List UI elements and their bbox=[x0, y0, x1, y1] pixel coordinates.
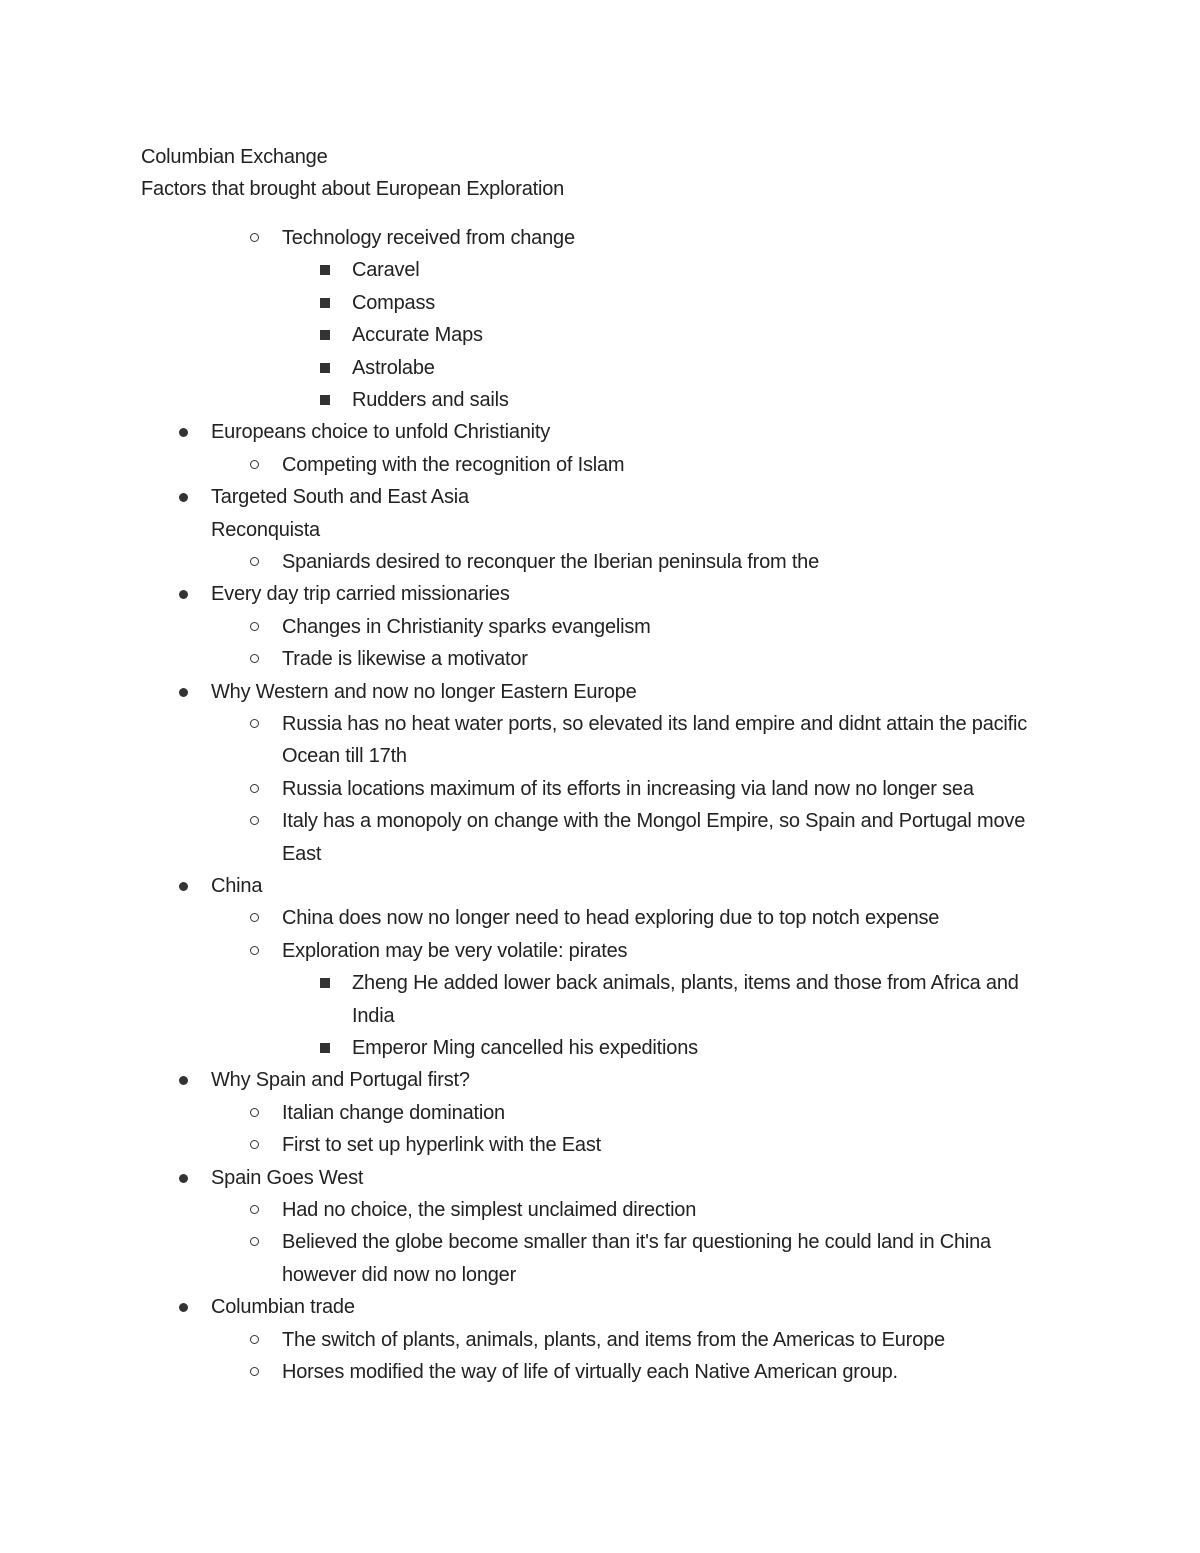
outline-item-level-2: East bbox=[282, 842, 322, 865]
outline-item-level-1: Reconquista bbox=[211, 518, 320, 541]
bullet-circle-icon bbox=[250, 1367, 259, 1376]
bullet-square-icon bbox=[320, 363, 330, 373]
outline-item-level-1: Why Spain and Portugal first? bbox=[211, 1069, 470, 1092]
outline-item-level-2: Believed the globe become smaller than it's far questioning he could land in China bbox=[282, 1231, 991, 1254]
bullet-circle-icon bbox=[250, 719, 259, 728]
outline-item-level-2: Horses modified the way of life of virtually each Native American group. bbox=[282, 1361, 898, 1383]
outline-item-level-3: Rudders and sails bbox=[352, 389, 509, 411]
outline-item-level-2: Trade is likewise a motivator bbox=[282, 648, 528, 671]
bullet-disc-icon bbox=[179, 688, 188, 697]
outline-item-level-3: Compass bbox=[352, 291, 436, 314]
bullet-circle-icon bbox=[250, 784, 259, 793]
document-subtitle: Factors that brought about European Exploration bbox=[141, 178, 565, 200]
bullet-circle-icon bbox=[250, 557, 259, 566]
outline-item-level-2: Italy has a monopoly on change with the Mongol Empire, so Spain and Portugal move bbox=[282, 810, 1026, 833]
outline-item-level-1: Targeted South and East Asia bbox=[211, 486, 469, 509]
outline-item-level-1: Columbian trade bbox=[211, 1296, 355, 1319]
outline-item-level-1: Spain Goes West bbox=[211, 1166, 364, 1189]
bullet-disc-icon bbox=[179, 493, 188, 502]
outline-item-level-2: The switch of plants, animals, plants, and items from the Americas to Europe bbox=[282, 1328, 945, 1351]
outline-item-level-2: however did now no longer bbox=[282, 1263, 517, 1286]
outline-item-level-3: Emperor Ming cancelled his expeditions bbox=[352, 1037, 698, 1059]
outline-item-level-2: Changes in Christianity sparks evangelism bbox=[282, 615, 651, 638]
outline-item-level-1: China bbox=[211, 875, 263, 897]
outline-item-level-2: Italian change domination bbox=[282, 1101, 505, 1124]
outline-item-level-2: Spaniards desired to reconquer the Iberian peninsula from the bbox=[282, 551, 820, 573]
bullet-square-icon bbox=[320, 1043, 330, 1053]
outline-item-level-2: Russia has no heat water ports, so elevated its land empire and didnt attain the pacific bbox=[282, 713, 1028, 735]
bullet-circle-icon bbox=[250, 816, 259, 825]
bullet-square-icon bbox=[320, 298, 330, 308]
bullet-circle-icon bbox=[250, 1140, 259, 1149]
outline-item-level-2: Had no choice, the simplest unclaimed direction bbox=[282, 1199, 697, 1221]
outline-item-level-2: Technology received from change bbox=[282, 227, 575, 249]
bullet-circle-icon bbox=[250, 1237, 259, 1246]
bullet-square-icon bbox=[320, 265, 330, 275]
bullet-square-icon bbox=[320, 395, 330, 405]
outline-item-level-2: Ocean till 17th bbox=[282, 745, 407, 768]
bullet-square-icon bbox=[320, 330, 330, 340]
bullet-circle-icon bbox=[250, 233, 259, 242]
outline-item-level-2: Competing with the recognition of Islam bbox=[282, 453, 625, 476]
bullet-circle-icon bbox=[250, 913, 259, 922]
bullet-circle-icon bbox=[250, 622, 259, 631]
bullet-disc-icon bbox=[179, 1076, 188, 1085]
outline-item-level-2: First to set up hyperlink with the East bbox=[282, 1134, 602, 1157]
outline-item-level-3: Caravel bbox=[352, 259, 420, 282]
bullet-disc-icon bbox=[179, 428, 188, 437]
bullet-disc-icon bbox=[179, 590, 188, 599]
outline-item-level-3: Zheng He added lower back animals, plants, items and those from Africa and bbox=[352, 972, 1019, 995]
bullet-circle-icon bbox=[250, 654, 259, 663]
outline-item-level-1: Europeans choice to unfold Christianity bbox=[211, 421, 551, 444]
bullet-circle-icon bbox=[250, 1108, 259, 1117]
document-title: Columbian Exchange bbox=[141, 146, 328, 168]
bullet-circle-icon bbox=[250, 460, 259, 469]
bullet-disc-icon bbox=[179, 1174, 188, 1183]
bullet-circle-icon bbox=[250, 946, 259, 955]
outline-item-level-3: Astrolabe bbox=[352, 356, 435, 379]
outline-item-level-2: China does now no longer need to head exploring due to top notch expense bbox=[282, 907, 940, 930]
outline-item-level-2: Russia locations maximum of its efforts in increasing via land now no longer sea bbox=[282, 777, 974, 800]
outline-item-level-1: Every day trip carried missionaries bbox=[211, 583, 510, 606]
outline-item-level-2: Exploration may be very volatile: pirates bbox=[282, 939, 628, 962]
bullet-square-icon bbox=[320, 978, 330, 988]
outline-item-level-3: Accurate Maps bbox=[352, 324, 483, 347]
bullet-disc-icon bbox=[179, 882, 188, 891]
outline-item-level-1: Why Western and now no longer Eastern Europe bbox=[211, 680, 637, 703]
bullet-disc-icon bbox=[179, 1303, 188, 1312]
outline-item-level-3: India bbox=[352, 1004, 395, 1027]
bullet-circle-icon bbox=[250, 1205, 259, 1214]
bullet-circle-icon bbox=[250, 1335, 259, 1344]
